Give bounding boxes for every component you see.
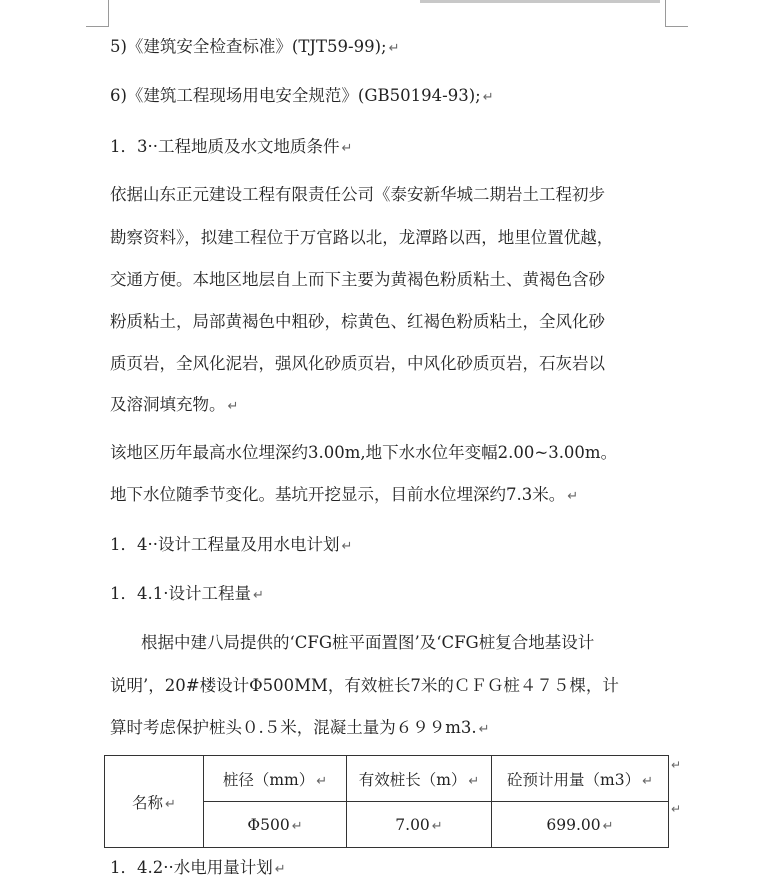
table-row-end-mark: ↵ [671, 802, 682, 816]
paragraph-line: 勘察资料》，拟建工程位于万官路以北，龙潭路以西，地里位置优越， [110, 228, 614, 247]
reference-item-6: 6)《建筑工程现场用电安全规范》(GB50194-93); ↵ [110, 86, 494, 105]
paragraph-line: 根据中建八局提供的‘CFG桩平面置图’及‘CFG桩复合地基设计 [141, 633, 595, 652]
header-strip [420, 0, 660, 3]
section-heading-1-4-2: 1．4.2··水电用量计划 ↵ [110, 858, 286, 877]
section-heading-1-4: 1．4··设计工程量及用水电计划 ↵ [110, 535, 353, 554]
table-cell: 699.00 ↵ [492, 802, 669, 848]
paragraph-line: 及溶洞填充物。 ↵ [110, 395, 239, 414]
section-heading-1-3: 1．3··工程地质及水文地质条件 ↵ [110, 137, 353, 156]
pile-quantity-table [104, 755, 669, 848]
table-header-cell: 有效桩长（m） ↵ [347, 756, 492, 802]
paragraph-line: 交通方便。本地区地层自上而下主要为黄褐色粉质粘土、黄褐色含砂 [110, 270, 605, 289]
table-cell: Φ500 ↵ [204, 802, 347, 848]
reference-item-5: 5)《建筑安全检查标准》(TJT59-99); ↵ [110, 37, 400, 56]
page-corner-mark-left [86, 0, 109, 27]
table-header-cell: 砼预计用量（m3） ↵ [492, 756, 669, 802]
table-row [105, 756, 669, 802]
table-row-header: 名称 ↵ [105, 756, 204, 848]
page-corner-mark-right [665, 0, 688, 27]
paragraph-line: 地下水位随季节变化。基坑开挖显示，目前水位埋深约7.3米。 ↵ [110, 485, 579, 504]
table-header-cell: 桩径（mm） ↵ [204, 756, 347, 802]
paragraph-line: 说明’，20#楼设计Φ500MM，有效桩长7米的ＣＦＧ桩４７５棵，计 [110, 676, 619, 695]
section-heading-1-4-1: 1．4.1·设计工程量 ↵ [110, 584, 264, 603]
paragraph-line: 该地区历年最高水位埋深约3.00m,地下水水位年变幅2.00~3.00m。 [110, 443, 618, 462]
paragraph-line: 算时考虑保护桩头０.５米，混凝土量为６９９m3. ↵ [110, 718, 490, 737]
paragraph-line: 质页岩，全风化泥岩，强风化砂质页岩，中风化砂质页岩，石灰岩以 [110, 354, 605, 373]
table-row-end-mark: ↵ [671, 758, 682, 772]
table-cell: 7.00 ↵ [347, 802, 492, 848]
paragraph-line: 粉质粘土，局部黄褐色中粗砂，棕黄色、红褐色粉质粘土，全风化砂 [110, 312, 605, 331]
paragraph-line: 依据山东正元建设工程有限责任公司《泰安新华城二期岩土工程初步 [110, 185, 605, 204]
